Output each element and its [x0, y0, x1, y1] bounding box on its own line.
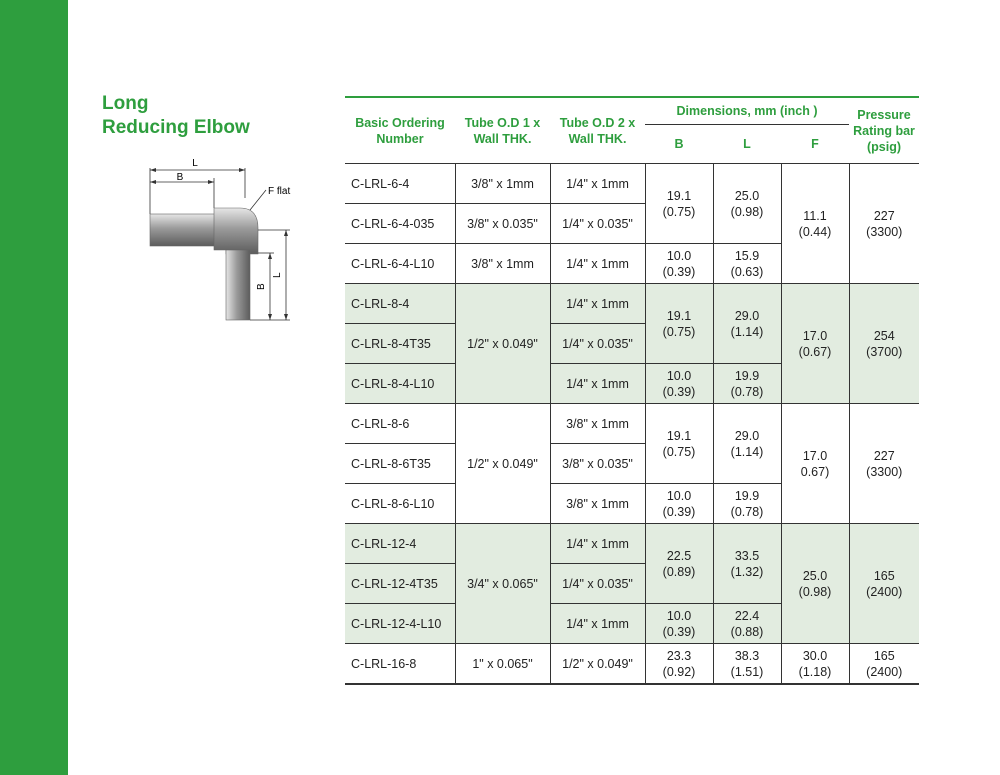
dim-l: 38.3 (1.51): [713, 644, 781, 685]
pressure-rating: 227 (3300): [849, 404, 919, 524]
dim-f: 17.0 (0.67): [781, 284, 849, 404]
header-tube-od-2: Tube O.D 2 x Wall THK.: [550, 97, 645, 164]
dim-l: 15.9 (0.63): [713, 244, 781, 284]
ordering-number: C-LRL-8-4-L10: [345, 364, 455, 404]
header-pressure: Pressure Rating bar (psig): [849, 97, 919, 164]
table-row: [345, 404, 919, 444]
pressure-rating: 165 (2400): [849, 524, 919, 644]
dim-label-l-top: L: [192, 158, 198, 169]
dim-b: 10.0 (0.39): [645, 364, 713, 404]
dim-l: 33.5 (1.32): [713, 524, 781, 604]
tube-od-2: 1/4" x 1mm: [550, 524, 645, 564]
tube-od-1: 3/4" x 0.065": [455, 524, 550, 644]
spec-table-body: [345, 164, 919, 685]
ordering-number: C-LRL-16-8: [345, 644, 455, 685]
dim-l: 19.9 (0.78): [713, 484, 781, 524]
ordering-number: C-LRL-6-4-035: [345, 204, 455, 244]
header-basic-ordering: Basic Ordering Number: [345, 97, 455, 164]
header-l: L: [713, 125, 781, 164]
table-row: [345, 284, 919, 324]
title-line-2: Reducing Elbow: [102, 117, 250, 138]
ordering-number: C-LRL-8-4: [345, 284, 455, 324]
green-side-bar: [0, 0, 68, 775]
tube-od-2: 1/2" x 0.049": [550, 644, 645, 685]
dim-f: 30.0 (1.18): [781, 644, 849, 685]
header-f: F: [781, 125, 849, 164]
header-dimensions: Dimensions, mm (inch ): [645, 97, 849, 125]
elbow-diagram: [140, 158, 300, 328]
tube-od-1: 1/2" x 0.049": [455, 284, 550, 404]
tube-od-2: 1/4" x 1mm: [550, 284, 645, 324]
dim-l: 25.0 (0.98): [713, 164, 781, 244]
table-row: [345, 524, 919, 564]
tube-od-1: 3/8" x 1mm: [455, 164, 550, 204]
ordering-number: C-LRL-12-4T35: [345, 564, 455, 604]
dim-b: 10.0 (0.39): [645, 484, 713, 524]
tube-od-2: 3/8" x 1mm: [550, 484, 645, 524]
pressure-rating: 227 (3300): [849, 164, 919, 284]
dim-label-l-side: L: [272, 272, 283, 278]
tube-od-2: 1/4" x 1mm: [550, 164, 645, 204]
dim-label-b-side: B: [256, 283, 267, 290]
dim-b: 19.1 (0.75): [645, 284, 713, 364]
dim-b: 19.1 (0.75): [645, 164, 713, 244]
tube-od-1: 3/8" x 1mm: [455, 244, 550, 284]
dim-b: 10.0 (0.39): [645, 244, 713, 284]
ordering-number: C-LRL-6-4: [345, 164, 455, 204]
tube-od-2: 1/4" x 0.035": [550, 204, 645, 244]
tube-od-2: 1/4" x 0.035": [550, 564, 645, 604]
tube-od-2: 3/8" x 0.035": [550, 444, 645, 484]
ordering-number: C-LRL-8-4T35: [345, 324, 455, 364]
tube-od-2: 1/4" x 1mm: [550, 364, 645, 404]
dim-b: 19.1 (0.75): [645, 404, 713, 484]
pressure-rating: 254 (3700): [849, 284, 919, 404]
tube-od-1: 1/2" x 0.049": [455, 404, 550, 524]
pressure-rating: 165 (2400): [849, 644, 919, 685]
tube-od-1: 3/8" x 0.035": [455, 204, 550, 244]
tube-od-2: 3/8" x 1mm: [550, 404, 645, 444]
dim-l: 29.0 (1.14): [713, 404, 781, 484]
title-line-1: Long: [102, 93, 149, 114]
dim-l: 19.9 (0.78): [713, 364, 781, 404]
header-tube-od-1: Tube O.D 1 x Wall THK.: [455, 97, 550, 164]
dim-l: 29.0 (1.14): [713, 284, 781, 364]
header-b: B: [645, 125, 713, 164]
ordering-number: C-LRL-8-6-L10: [345, 484, 455, 524]
spec-table: [345, 96, 919, 685]
dim-b: 22.5 (0.89): [645, 524, 713, 604]
ordering-number: C-LRL-12-4-L10: [345, 604, 455, 644]
dim-b: 23.3 (0.92): [645, 644, 713, 685]
tube-od-2: 1/4" x 1mm: [550, 244, 645, 284]
tube-od-2: 1/4" x 0.035": [550, 324, 645, 364]
dim-label-f-flat: F flat: [268, 186, 291, 197]
tube-od-1: 1" x 0.065": [455, 644, 550, 685]
dim-b: 10.0 (0.39): [645, 604, 713, 644]
tube-od-2: 1/4" x 1mm: [550, 604, 645, 644]
table-row: [345, 164, 919, 204]
ordering-number: C-LRL-8-6T35: [345, 444, 455, 484]
dim-f: 17.0 0.67): [781, 404, 849, 524]
dim-label-b-top: B: [176, 172, 184, 183]
dim-f: 25.0 (0.98): [781, 524, 849, 644]
dim-f: 11.1 (0.44): [781, 164, 849, 284]
table-row: [345, 644, 919, 685]
ordering-number: C-LRL-12-4: [345, 524, 455, 564]
ordering-number: C-LRL-8-6: [345, 404, 455, 444]
dim-l: 22.4 (0.88): [713, 604, 781, 644]
ordering-number: C-LRL-6-4-L10: [345, 244, 455, 284]
page-title: [102, 92, 250, 140]
